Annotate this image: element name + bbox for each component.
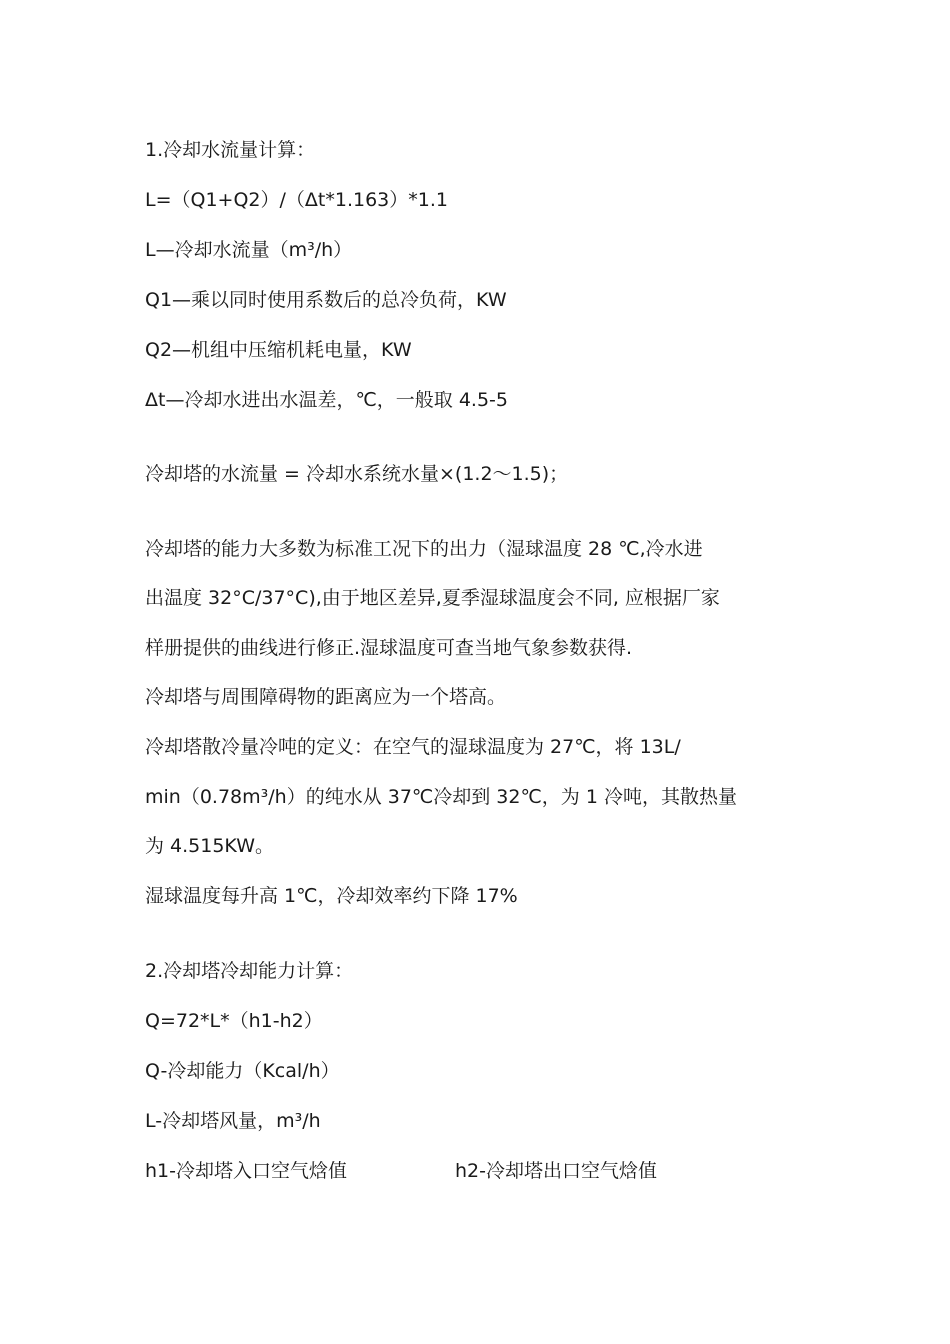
ton-definition-line-2: min（0.78m³/h）的纯水从 37℃冷却到 32℃，为 1 冷吨，其散热量 [145, 786, 737, 808]
section2-heading: 2.冷却塔冷却能力计算： [145, 960, 354, 982]
capacity-paragraph-line-2: 出温度 32°C/37°C),由于地区差异,夏季湿球温度会不同, 应根据厂家 [145, 587, 720, 609]
definition-delta-t: Δt—冷却水进出水温差，℃，一般取 4.5-5 [145, 389, 508, 411]
definition-h1: h1-冷却塔入口空气焓值 [145, 1160, 347, 1182]
ton-definition-line-1: 冷却塔散冷量冷吨的定义：在空气的湿球温度为 27℃，将 13L/ [145, 736, 681, 758]
definition-Q1: Q1—乘以同时使用系数后的总冷负荷，KW [145, 289, 507, 311]
definition-Q: Q-冷却能力（Kcal/h） [145, 1060, 340, 1082]
flow-formula: L=（Q1+Q2）/（Δt*1.163）*1.1 [145, 189, 448, 211]
tower-flow-formula: 冷却塔的水流量 = 冷却水系统水量×(1.2～1.5)； [145, 463, 569, 485]
definition-air-volume-L: L-冷却塔风量，m³/h [145, 1110, 321, 1132]
distance-note: 冷却塔与周围障碍物的距离应为一个塔高。 [145, 686, 507, 708]
section1-heading: 1.冷却水流量计算： [145, 139, 316, 161]
ton-definition-line-3: 为 4.515KW。 [145, 835, 275, 857]
definition-Q2: Q2—机组中压缩机耗电量，KW [145, 339, 412, 361]
definition-L: L—冷却水流量（m³/h） [145, 239, 353, 261]
capacity-paragraph-line-3: 样册提供的曲线进行修正.湿球温度可查当地气象参数获得. [145, 637, 633, 659]
definition-h2: h2-冷却塔出口空气焓值 [455, 1160, 657, 1182]
capacity-paragraph-line-1: 冷却塔的能力大多数为标准工况下的出力（湿球温度 28 ℃,冷水进 [145, 538, 703, 560]
efficiency-note: 湿球温度每升高 1℃，冷却效率约下降 17% [145, 885, 518, 907]
capacity-formula: Q=72*L*（h1-h2） [145, 1010, 323, 1032]
